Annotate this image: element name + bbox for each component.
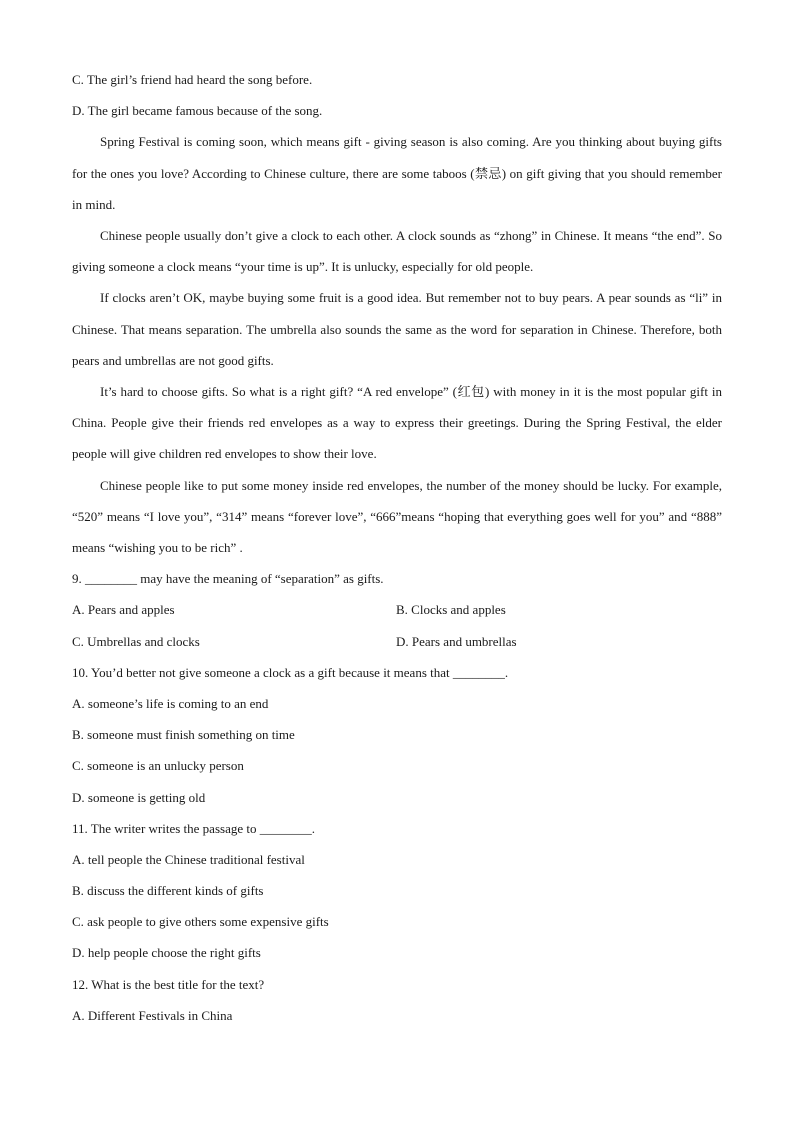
question-11-option-c: C. ask people to give others some expensive gifts (72, 914, 329, 930)
option-d-prev: D. The girl became famous because of the song. (72, 103, 323, 119)
question-10-option-a: A. someone’s life is coming to an end (72, 695, 269, 711)
question-9-option-a: A. Pears and apples (72, 602, 175, 618)
passage-paragraph-4: It’s hard to choose gifts. So what is a right gift? “A red envelope” (红包) with money in it is the most popular gift in China. People give their friends red envelopes as a way to express their greetings. During the Spring Festival, the elder people will give children red envelopes to show their love. (72, 384, 722, 462)
passage-paragraph-5: Chinese people like to put some money inside red envelopes, the number of the money should be lucky. For example, “520” means “I love you”, “314” means “forever love”, “666”means “hoping that everything goes well for you” and “888” means “wishing you to be rich” . (72, 477, 722, 556)
question-9-option-b: B. Clocks and apples (396, 602, 506, 618)
question-9-option-c: C. Umbrellas and clocks (72, 633, 200, 649)
question-11-option-b: B. discuss the different kinds of gifts (72, 883, 264, 899)
question-10-option-c: C. someone is an unlucky person (72, 758, 244, 774)
question-11-option-a: A. tell people the Chinese traditional festival (72, 851, 305, 867)
question-10-stem: 10. You’d better not give someone a clock as a gift because it means that ________. (72, 664, 509, 680)
question-10-option-d: D. someone is getting old (72, 789, 206, 805)
option-c-prev: C. The girl’s friend had heard the song before. (72, 72, 313, 87)
question-12-option-a: A. Different Festivals in China (72, 1007, 233, 1023)
question-11-option-d: D. help people choose the right gifts (72, 945, 261, 961)
document-page (72, 64, 722, 1031)
question-9-stem: 9. ________ may have the meaning of “separation” as gifts. (72, 571, 384, 587)
passage-paragraph-1: Spring Festival is coming soon, which means gift - giving season is also coming. Are you thinking about buying gifts for the ones you love? According to Chinese culture, there are some taboos (禁忌) on gift giving that you should remember in mind. (72, 134, 722, 212)
question-10-option-b: B. someone must finish something on time (72, 727, 295, 743)
passage-paragraph-3: If clocks aren’t OK, maybe buying some fruit is a good idea. But remember not to buy pears. A pear sounds as “li” in Chinese. That means separation. The umbrella also sounds the same as the word for separation in Chinese. Therefore, both pears and umbrellas are not good gifts. (72, 290, 722, 368)
question-9-option-d: D. Pears and umbrellas (396, 633, 517, 649)
question-12-stem: 12. What is the best title for the text? (72, 976, 265, 992)
question-9-options-row-2 (72, 626, 722, 657)
question-11-stem: 11. The writer writes the passage to ________. (72, 820, 315, 836)
question-9-options-row-1 (72, 594, 722, 625)
passage-paragraph-2: Chinese people usually don’t give a clock to each other. A clock sounds as “zhong” in Chinese. It means “the end”. So giving someone a clock means “your time is up”. It is unlucky, especially for old people. (72, 227, 722, 275)
